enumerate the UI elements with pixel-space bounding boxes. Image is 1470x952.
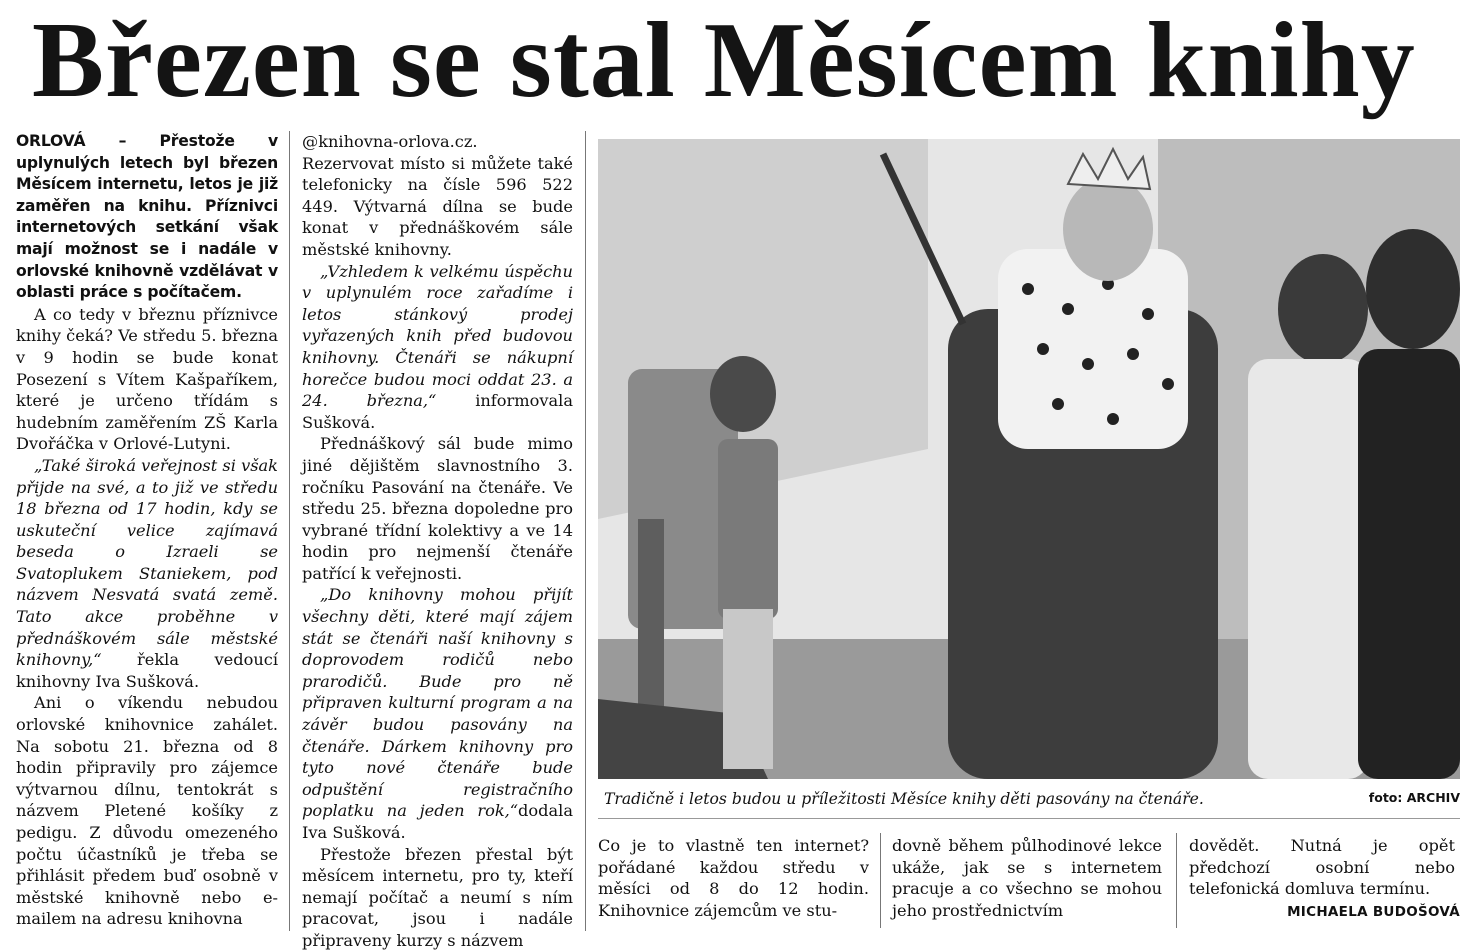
quote-paragraph <box>302 584 573 843</box>
paragraph: @knihovna-orlova.cz. Rezervovat místo si můžete také telefonicky na čísle 596 522 449. Výtvarná dílna se bude konat v přednáškovém sále městské knihovny. <box>302 132 573 259</box>
column-divider <box>1176 833 1177 928</box>
quote: „Vzhledem k velkému úspěchu v uplynulém roce zařadíme i letos stánkový prodej vyřazených knih před budovou knihovny. Čtenáři se nákupní horečce budou moci oddat 23. a 24. března,“ <box>302 261 573 411</box>
article-column-2 <box>302 131 573 952</box>
article-column-1 <box>16 131 278 930</box>
photo-caption: Tradičně i letos budou u příležitosti Měsíce knihy děti pasovány na čtenáře. <box>604 790 1204 808</box>
quote: „Také široká veřejnost si však přijde na své, a to již ve středu 18 března od 17 hodin, kdy se uskuteční velice zajímavá beseda o Izraeli se Svatoplukem Staniekem, pod názvem Nesvatá svatá země. Tato akce proběhne v přednáškovém sále městské knihovny,“ <box>16 455 278 670</box>
paragraph: A co tedy v březnu příznivce knihy čeká? Ve středu 5. března v 9 hodin se bude konat Posezení s Vítem Kašpaříkem, které je určeno třídám s hudebním zaměřením ZŠ Karla Dvořáčka v Orlové-Lutyni. <box>16 304 278 454</box>
paragraph: dovně během půlhodinové lekce ukáže, jak se s internetem pracuje a co všechno se mohou jeho prostřednictvím <box>892 836 1162 920</box>
quote: „Do knihovny mohou přijít všechny děti, které mají zájem stát se čtenáři naší knihovny s doprovodem rodičů nebo prarodičů. Bude pro ně připraven kulturní program a na závěr budou pasovány na čtenáře. Dárkem knihovny pro tyto nové čtenáře bude odpuštění registračního poplatku na jeden rok,“ <box>302 585 573 821</box>
column-divider <box>585 131 586 931</box>
section-divider <box>598 818 1460 819</box>
paragraph: dovědět. Nutná je opět předchozí osobní nebo telefonická domluva termínu. <box>1189 836 1455 899</box>
article-column-5 <box>1189 835 1455 900</box>
paragraph: Co je to vlastně ten internet? pořádané každou středu v měsíci od 8 do 12 hodin. Knihovnice zájemcům ve stu- <box>598 836 869 920</box>
lead-paragraph: ORLOVÁ – Přestože v uplynulých letech byl březen Měsícem internetu, letos je již zaměřen na knihu. Příznivci internetových setkání však mají možnost se i nadále v orlovské knihovně vzdělávat v oblasti práce s počítačem. <box>16 132 278 302</box>
quote-paragraph <box>302 261 573 434</box>
paragraph: Ani o víkendu nebudou orlovské knihovnice zahálet. Na sobotu 21. března od 8 hodin připravily pro zájemce výtvarnou dílnu, tentokrát s názvem Pletené košíky z pedigu. Z důvodu omezeného počtu účastníků je třeba se přihlásit předem buď osobně v městské knihovně nebo e-mailem na adresu knihovna <box>16 693 278 929</box>
paragraph: Přednáškový sál bude mimo jiné dějištěm slavnostního 3. ročníku Pasování na čtenáře. Ve středu 25. března dopoledne pro vybrané třídní kolektivy a ve 14 hodin pro nejmenší čtenáře patřící k veřejnosti. <box>302 434 573 583</box>
article-column-3 <box>598 835 869 921</box>
photo-illustration <box>598 139 1460 779</box>
author-byline: MICHAELA BUDOŠOVÁ <box>1287 904 1460 920</box>
paragraph: Přestože březen přestal být měsícem internetu, pro ty, kteří nemají počítač a neumí s ním pracovat, jsou i nadále připraveny kurzy s názvem <box>302 844 573 950</box>
column-divider <box>880 833 881 928</box>
column-divider <box>289 131 290 931</box>
quote-paragraph <box>16 455 278 693</box>
attribution: informovala Sušková. <box>302 391 573 432</box>
attribution: dodala Iva Sušková. <box>302 801 573 842</box>
photo-credit: foto: ARCHIV <box>1368 790 1460 805</box>
headline: Březen se stal Měsícem knihy <box>32 1 1416 120</box>
attribution: řekla vedoucí knihovny Iva Sušková. <box>16 650 278 691</box>
article-column-4 <box>892 835 1162 921</box>
article-photo <box>598 139 1460 779</box>
